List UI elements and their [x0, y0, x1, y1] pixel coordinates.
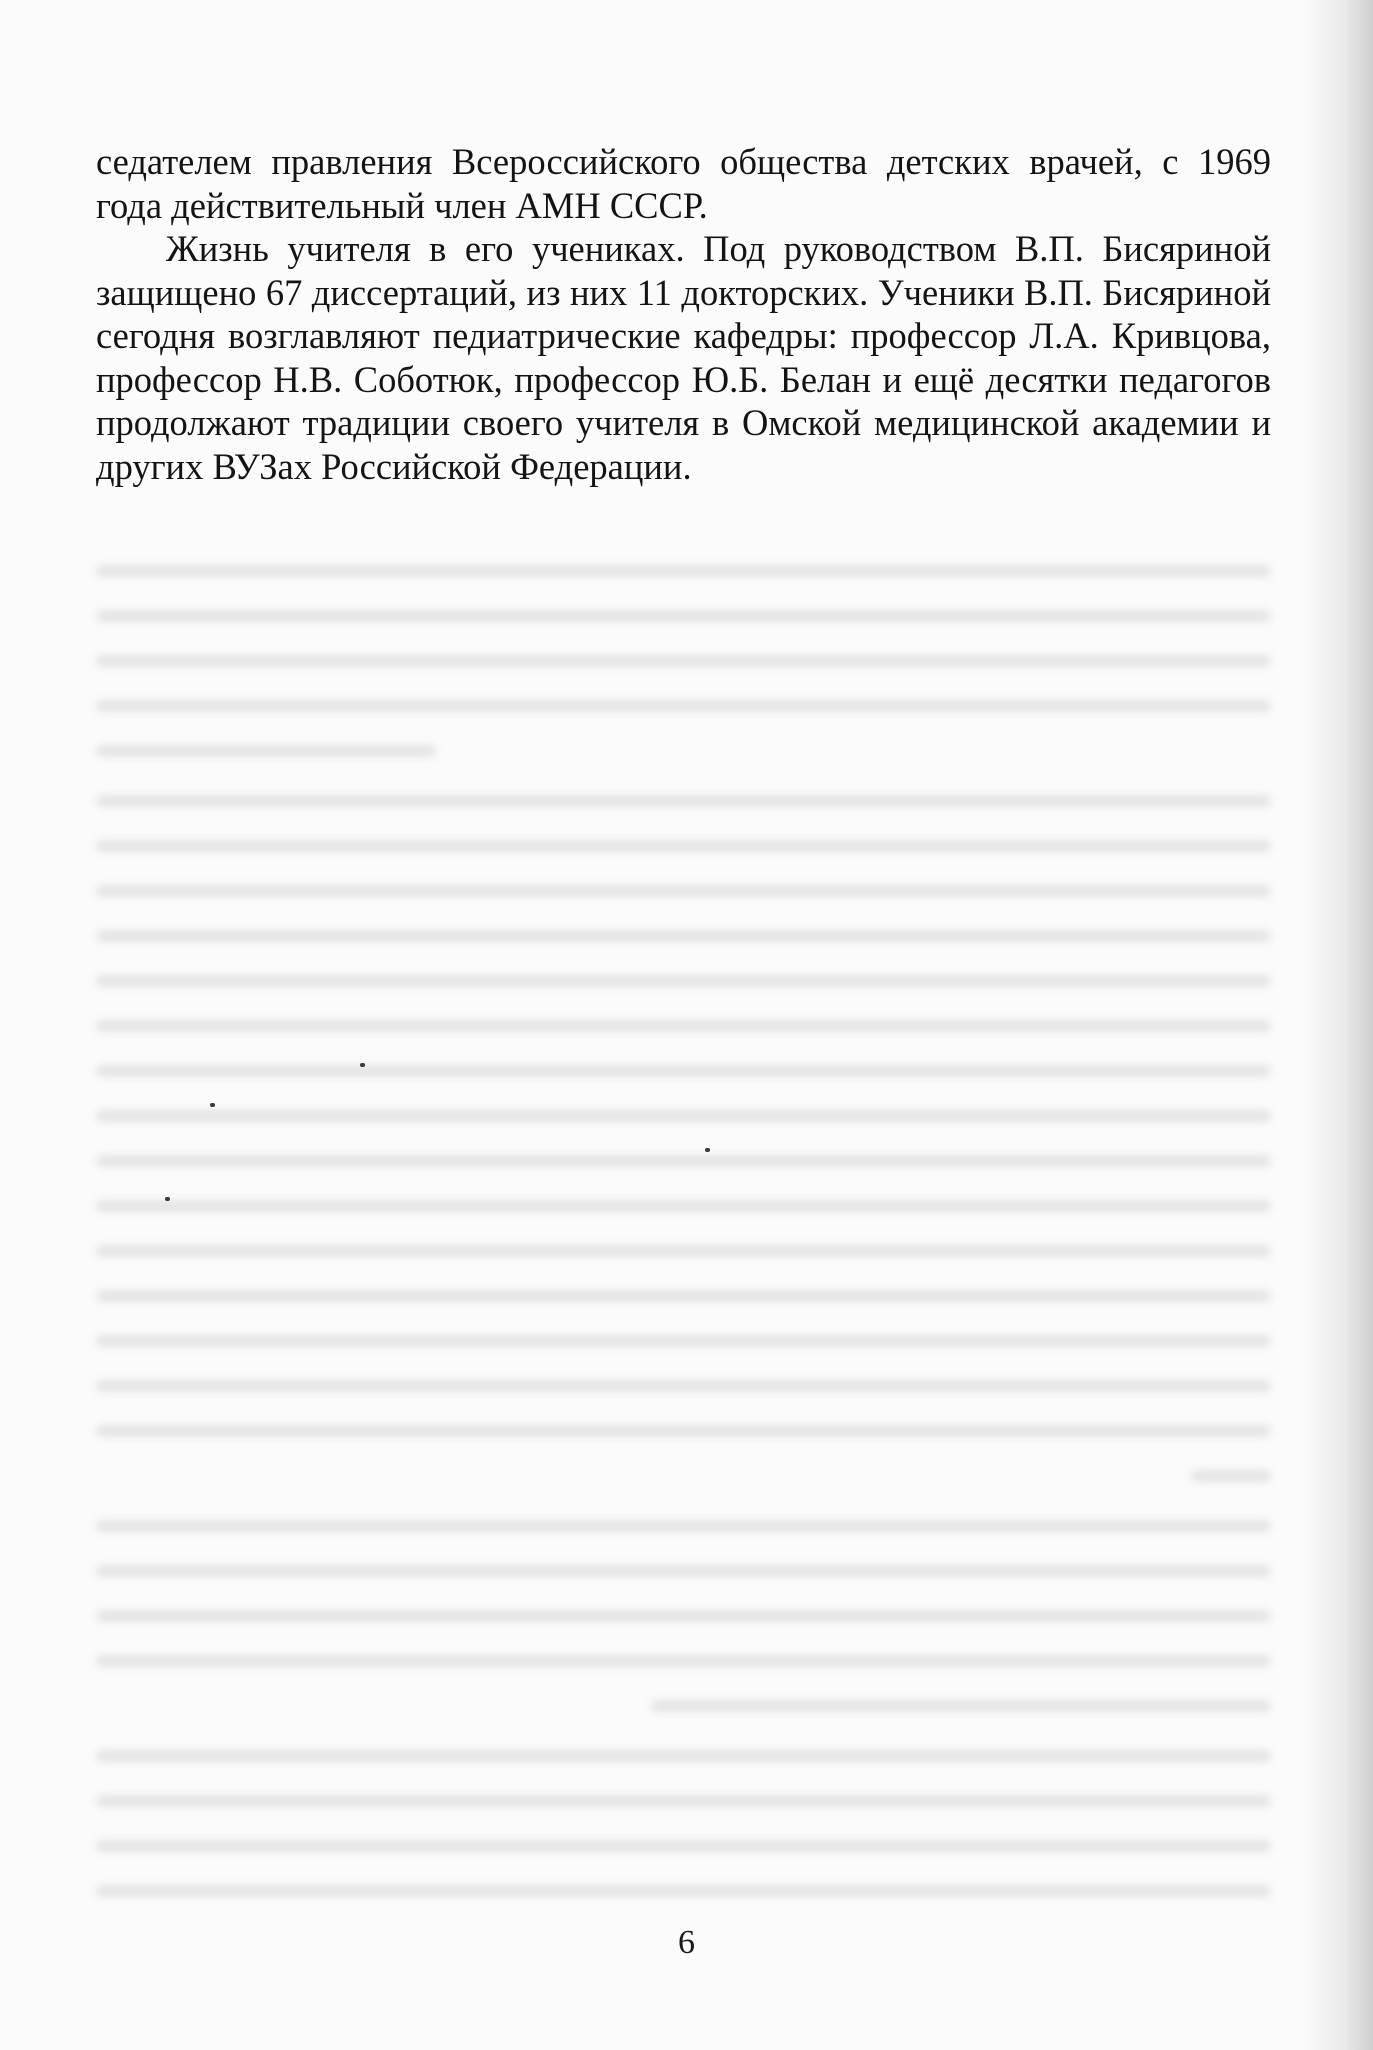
ghost-line	[96, 1200, 1271, 1212]
ghost-line	[96, 745, 436, 757]
scan-speck	[165, 1197, 170, 1201]
ghost-line	[96, 1885, 1271, 1897]
ghost-line	[96, 610, 1271, 622]
ghost-line	[96, 1655, 1271, 1667]
page-edge-shadow	[1303, 0, 1373, 2050]
ghost-line	[651, 1700, 1271, 1712]
ghost-line	[96, 1380, 1271, 1392]
ghost-line	[96, 1245, 1271, 1257]
ghost-line	[96, 565, 1271, 577]
ghost-line	[96, 655, 1271, 667]
ghost-line	[96, 1425, 1271, 1437]
scan-speck	[210, 1103, 215, 1107]
ghost-line	[96, 1520, 1271, 1532]
ghost-line	[96, 1610, 1271, 1622]
scan-speck	[360, 1063, 365, 1067]
ghost-line	[96, 1750, 1271, 1762]
ghost-line	[96, 1290, 1271, 1302]
ghost-line	[96, 1110, 1271, 1122]
ghost-line	[96, 1335, 1271, 1347]
ghost-line	[96, 1565, 1271, 1577]
page-number: 6	[678, 1924, 695, 1961]
ghost-line	[96, 975, 1271, 987]
scan-speck	[705, 1148, 710, 1152]
ghost-line	[96, 795, 1271, 807]
ghost-line	[96, 700, 1271, 712]
paragraph-continuation: седателем правления Всероссийского общества детских врачей, с 1969 года действительный член АМН СССР.	[96, 141, 1271, 226]
ghost-line	[96, 1065, 1271, 1077]
paragraph-students: Жизнь учителя в его учениках. Под руководством В.П. Бисяриной защищено 67 диссертаций, из них 11 докторских. Ученики В.П. Бисяриной сегодня возглавляют педиатрические кафедры: профессор Л.А. Кривцова, профессор Н.В. Соботюк, профессор Ю.Б. Белан и ещё десятки педагогов продолжают традиции своего учителя в Омской медицинской академии и других ВУЗах Российской Федерации.	[96, 228, 1271, 487]
ghost-line	[96, 1155, 1271, 1167]
ghost-line	[96, 885, 1271, 897]
body-text	[96, 140, 1271, 488]
ghost-line	[96, 1020, 1271, 1032]
ghost-line	[1191, 1470, 1271, 1482]
ghost-line	[96, 840, 1271, 852]
ghost-line	[96, 1795, 1271, 1807]
ghost-line	[96, 1840, 1271, 1852]
bleed-through-text	[96, 555, 1271, 1955]
ghost-line	[96, 930, 1271, 942]
